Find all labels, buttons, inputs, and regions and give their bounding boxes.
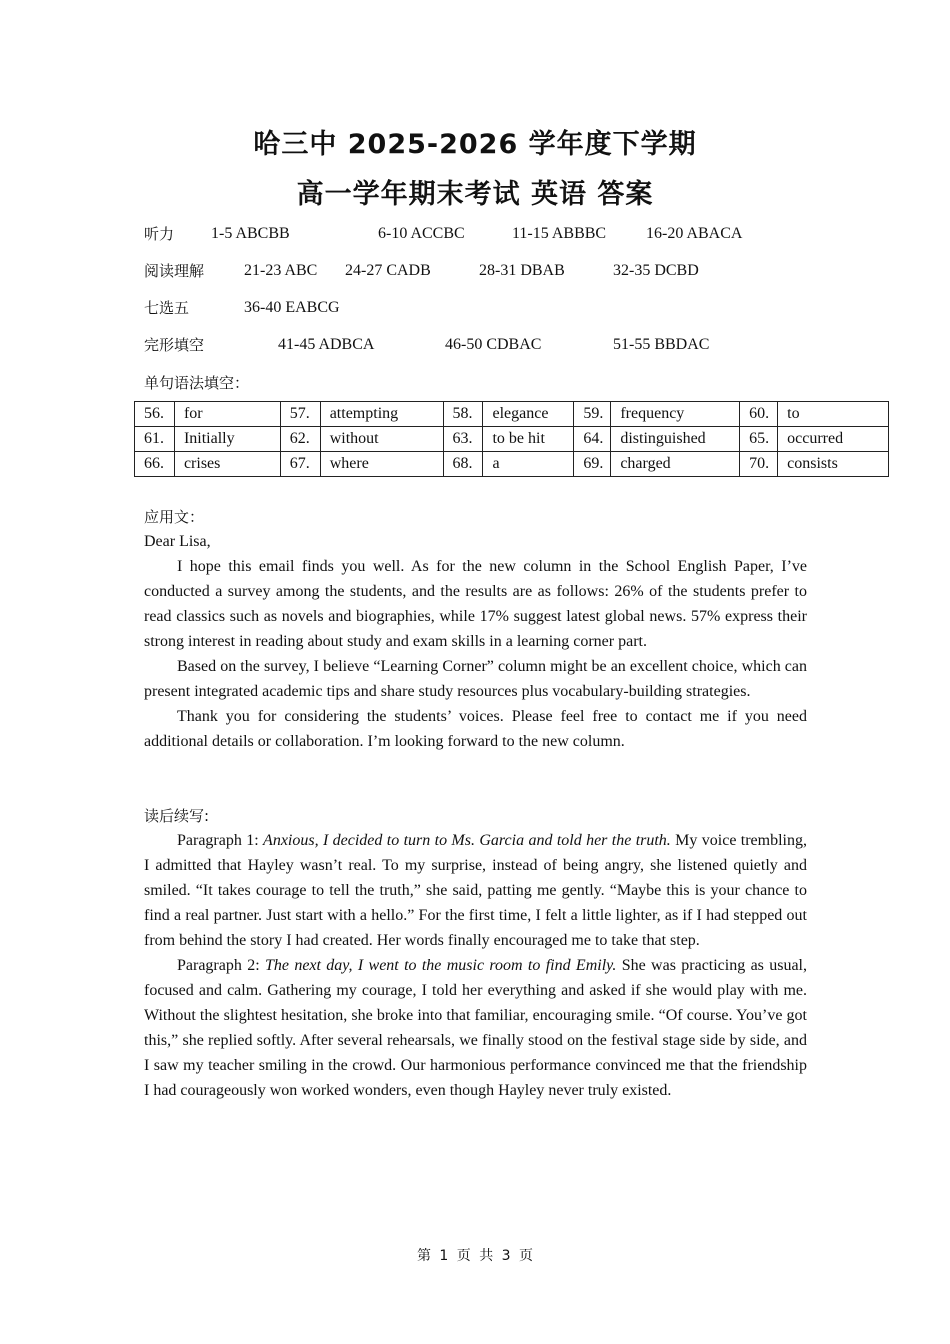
answer-group: 11-15 ABBBC (512, 225, 607, 242)
grammar-label: 单句语法填空： (144, 374, 250, 392)
question-number: 61. (135, 427, 175, 452)
answer-cell: to be hit (483, 427, 574, 452)
question-number: 60. (740, 402, 778, 427)
question-number: 62. (280, 427, 320, 452)
question-number: 65. (740, 427, 778, 452)
answer-group: 51-55 BBDAC (613, 336, 710, 353)
letter-paragraph: Based on the survey, I believe “Learning Corner” column might be an excellent choice, which can present integrated academic tips and share study resources plus vocabulary-building strategies. (144, 658, 807, 700)
table-row (135, 402, 889, 427)
continuation-paragraph-1 (144, 828, 807, 953)
question-number: 56. (135, 402, 175, 427)
answer-cell: elegance (483, 402, 574, 427)
table-row (135, 427, 889, 452)
question-number: 58. (443, 402, 483, 427)
continuation-paragraph-2 (144, 953, 807, 1103)
paragraph-prefix: Paragraph 1: (177, 832, 264, 849)
answer-cell: to (778, 402, 889, 427)
letter-greeting: Dear Lisa, (144, 533, 211, 550)
paragraph-body: She was practicing as usual, focused and calm. Gathering my courage, I told her everything and asked if she would play with me. Without the slightest hesitation, she broke into that familiar, encouraging smile. “Of course. You’ve got this,” she replied softly. After several rehearsals, we finally stood on the festival stage side by side, and I saw my teacher smiling in the crowd. Our harmonious performance convinced me that the friendship I had courageously won worked wonders, even though Hayley never truly existed. (144, 957, 808, 1099)
writing-label: 应用文： (144, 508, 205, 526)
answer-group: 24-27 CADB (345, 262, 431, 279)
paragraph-prefix: Paragraph 2: (177, 957, 265, 974)
paragraph-opening-sentence: The next day, I went to the music room to find Emily. (264, 957, 617, 974)
page-footer: 第 1 页 共 3 页 (416, 1248, 534, 1264)
answer-cell: without (320, 427, 443, 452)
page-title: 哈三中 2025-2026 学年度下学期 (253, 129, 697, 160)
table-row (135, 452, 889, 477)
question-number: 64. (574, 427, 611, 452)
answer-cell: attempting (320, 402, 443, 427)
answer-group: 6-10 ACCBC (378, 225, 465, 242)
letter-paragraph: I hope this email finds you well. As for the new column in the School English Paper, I’ve conducted a survey among the students, and the results are as follows: 26% of the students prefer to read classics such as novels and biographies, while 17% suggest latest global news. 57% express their strong interest in reading about study and exam skills in a learning corner part. (144, 558, 807, 650)
answer-cell: a (483, 452, 574, 477)
question-number: 67. (280, 452, 320, 477)
question-number: 63. (443, 427, 483, 452)
answer-group: 46-50 CDBAC (445, 336, 542, 353)
answer-cell: distinguished (611, 427, 740, 452)
seven-choose-five-label: 七选五 (144, 299, 190, 317)
answer-cell: consists (778, 452, 889, 477)
question-number: 57. (280, 402, 320, 427)
question-number: 70. (740, 452, 778, 477)
cloze-label: 完形填空 (144, 336, 205, 354)
answer-group: 28-31 DBAB (479, 262, 565, 279)
answer-cell: crises (174, 452, 280, 477)
grammar-answer-table (134, 401, 889, 477)
letter-paragraph: Thank you for considering the students’ voices. Please feel free to contact me if you need additional details or collaboration. I’m looking forward to the new column. (144, 708, 807, 750)
answer-group: 21-23 ABC (244, 262, 318, 279)
page-subtitle: 高一学年期末考试 英语 答案 (296, 179, 654, 210)
question-number: 66. (135, 452, 175, 477)
answer-cell: for (174, 402, 280, 427)
paragraph-body: My voice trembling, I admitted that Hayley wasn’t real. To my surprise, instead of being angry, she listened quietly and smiled. “It takes courage to tell the truth,” she said, patting me gently. “Maybe this is your chance to find a real partner. Just start with a hello.” For the first time, I felt a little lighter, as if I had stepped out from behind the story I had created. Her words finally encouraged me to take that step. (144, 832, 807, 949)
answer-group: 16-20 ABACA (646, 225, 743, 242)
answer-group: 1-5 ABCBB (211, 225, 290, 242)
paragraph-opening-sentence: Anxious, I decided to turn to Ms. Garcia and told her the truth. (263, 832, 671, 849)
continuation-label: 读后续写: (144, 807, 210, 825)
question-number: 59. (574, 402, 611, 427)
answer-cell: where (320, 452, 443, 477)
question-number: 68. (443, 452, 483, 477)
answer-cell: occurred (778, 427, 889, 452)
answer-cell: charged (611, 452, 740, 477)
answer-group: 36-40 EABCG (244, 299, 340, 316)
question-number: 69. (574, 452, 611, 477)
answer-cell: frequency (611, 402, 740, 427)
listening-label: 听力 (144, 225, 175, 243)
answer-cell: Initially (174, 427, 280, 452)
answer-group: 32-35 DCBD (613, 262, 699, 279)
reading-label: 阅读理解 (144, 262, 205, 280)
continuation-writing (144, 828, 807, 1103)
practical-writing-letter (144, 529, 807, 754)
answer-group: 41-45 ADBCA (278, 336, 375, 353)
